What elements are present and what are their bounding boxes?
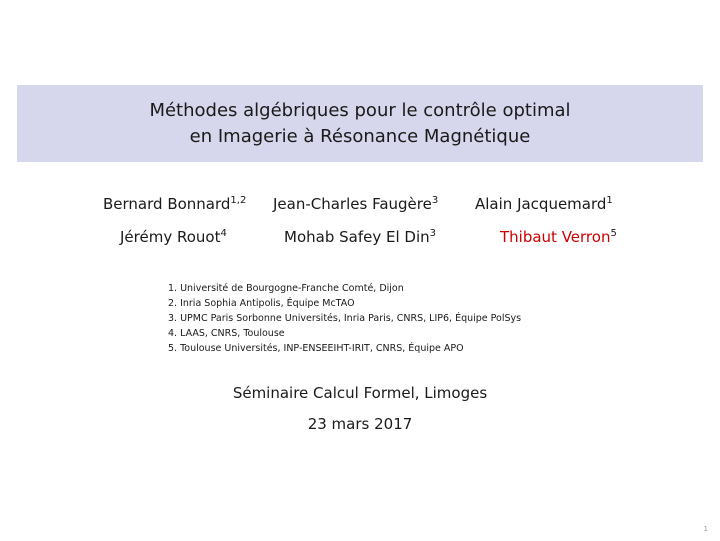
title-line-1: Méthodes algébriques pour le contrôle optimal [149, 99, 571, 121]
affiliations-list [168, 281, 521, 356]
author-affiliation-sup: 4 [220, 228, 227, 239]
title-box [17, 85, 703, 162]
affiliation-item: 3. UPMC Paris Sorbonne Universités, Inria Paris, CNRS, LIP6, Équipe PolSys [168, 313, 522, 324]
authors-row-1 [0, 195, 720, 219]
author-affiliation-sup: 5 [610, 228, 617, 239]
event-name: Séminaire Calcul Formel, Limoges [232, 384, 488, 402]
author-affiliation-sup: 3 [431, 195, 439, 206]
affiliation-item: 4. LAAS, CNRS, Toulouse [168, 328, 285, 339]
page-number: 1 [703, 525, 708, 533]
affiliation-item: 5. Toulouse Universités, INP-ENSEEIHT-IRIT, CNRS, Équipe APO [168, 343, 464, 354]
author-faugere: Jean-Charles Faugère$^3$ [273, 195, 439, 213]
title-line-2: en Imagerie à Résonance Magnétique [189, 125, 531, 147]
author-bonnard: Bernard Bonnard$^{1,2}$ [103, 195, 247, 213]
author-affiliation-sup: 1,2 [230, 195, 247, 206]
author-verron: Thibaut Verron$^5$ [500, 228, 617, 246]
author-jacquemard: Alain Jacquemard$^1$ [475, 195, 613, 213]
author-affiliation-sup: 3 [429, 228, 436, 239]
affiliation-item: 1. Université de Bourgogne-Franche Comté, Dijon [168, 283, 404, 294]
author-rouot: Jérémy Rouot$^4$ [120, 228, 227, 246]
event-date: 23 mars 2017 [307, 415, 413, 433]
affiliation-item: 2. Inria Sophia Antipolis, Équipe McTAO [168, 298, 355, 309]
author-safey-el-din: Mohab Safey El Din$^3$ [284, 228, 436, 246]
author-affiliation-sup: 1 [606, 195, 613, 206]
authors-row-2 [0, 228, 720, 252]
